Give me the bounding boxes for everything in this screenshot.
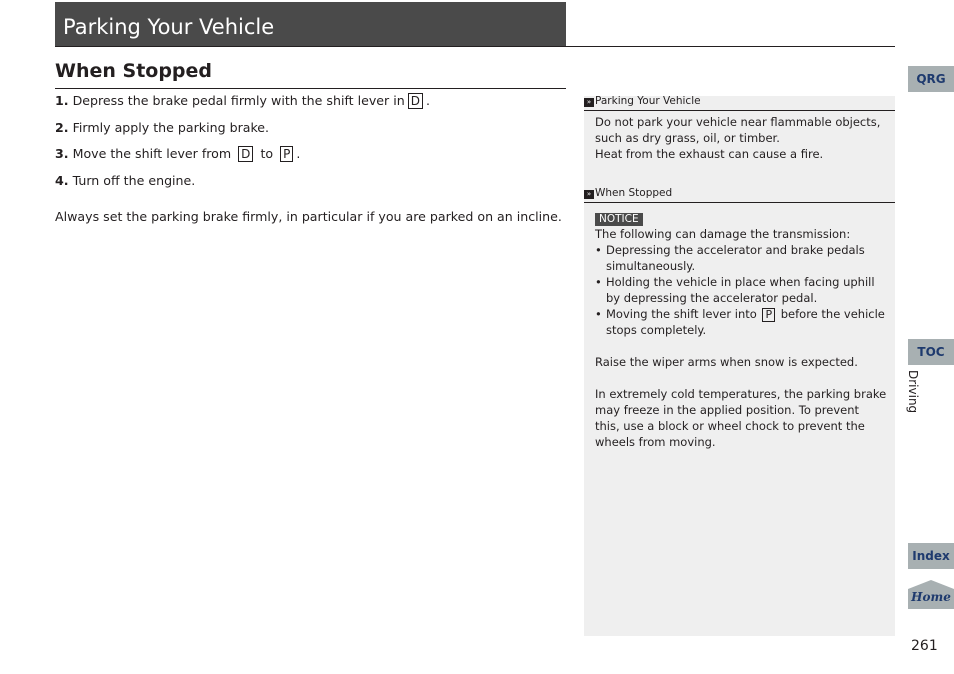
notice-bullet — [595, 306, 887, 338]
index-tab[interactable]: Index — [908, 543, 954, 569]
cold-weather-note: In extremely cold temperatures, the parking brake may freeze in the applied position. To prevent this, use a block or wheel chock to prevent the wheels from moving. — [595, 387, 887, 449]
step-punct: . — [425, 93, 430, 108]
notice-bullet: • Holding the vehicle in place when facing uphill by depressing the accelerator pedal. — [595, 274, 887, 306]
wiper-note: Raise the wiper arms when snow is expected. — [595, 355, 858, 369]
shift-key-p: P — [762, 308, 775, 322]
sidebar-divider — [584, 110, 895, 111]
sidebar-divider — [584, 202, 895, 203]
page-number: 261 — [911, 638, 938, 654]
qrg-tab[interactable]: QRG — [908, 66, 954, 92]
step-3 — [55, 145, 570, 172]
step-4 — [55, 172, 570, 199]
parking-brake-note: Always set the parking brake firmly, in particular if you are parked on an incline. — [55, 209, 562, 224]
step-text: Firmly apply the parking brake. — [72, 119, 270, 135]
notice-bullet: • Depressing the accelerator and brake pedals simultaneously. — [595, 242, 887, 274]
step-text: Turn off the engine. — [72, 172, 196, 188]
steps-list — [55, 92, 570, 198]
step-text: Depress the brake pedal firmly with the shift lever in — [72, 93, 405, 108]
bullet-text: Moving the shift lever into — [606, 307, 757, 321]
step-text: Move the shift lever from — [72, 146, 232, 162]
sidebar-line: Do not park your vehicle near flammable objects, — [595, 115, 881, 129]
sidebar-line: Heat from the exhaust can cause a fire. — [595, 147, 824, 161]
section-divider — [55, 88, 566, 89]
sidebar-notes — [584, 96, 895, 636]
shift-key-p: P — [280, 146, 293, 162]
step-text: to — [260, 146, 274, 162]
bullet-text: before the vehicle stops completely. — [606, 307, 885, 337]
home-icon — [908, 579, 954, 609]
title-divider — [55, 46, 895, 47]
step-punct: . — [296, 146, 301, 162]
sidebar-ref-when-stopped[interactable] — [584, 187, 895, 199]
sidebar-notice-block — [595, 210, 887, 450]
step-number: 3. — [55, 146, 69, 162]
page-title-bar — [55, 2, 566, 46]
step-number: 4. — [55, 172, 69, 188]
sidebar-ref-label: When Stopped — [595, 187, 673, 199]
page-title: Parking Your Vehicle — [63, 15, 275, 39]
notice-intro: The following can damage the transmission: — [595, 227, 851, 241]
chapter-label: Driving — [906, 370, 920, 414]
home-button[interactable] — [908, 579, 954, 609]
sidebar-ref1-text — [595, 114, 887, 162]
home-label: Home — [911, 590, 951, 604]
section-heading: When Stopped — [55, 60, 213, 82]
step-1 — [55, 92, 570, 119]
sidebar-ref-label: Parking Your Vehicle — [595, 95, 701, 107]
toc-tab[interactable]: TOC — [908, 339, 954, 365]
step-number: 1. — [55, 93, 69, 108]
sidebar-ref-parking[interactable] — [584, 95, 895, 107]
step-number: 2. — [55, 119, 69, 135]
double-chevron-icon: » — [584, 190, 594, 199]
shift-key-d: D — [408, 93, 423, 109]
step-2 — [55, 119, 570, 146]
double-chevron-icon: » — [584, 98, 594, 107]
notice-badge: NOTICE — [595, 213, 643, 226]
sidebar-line: such as dry grass, oil, or timber. — [595, 131, 780, 145]
shift-key-d: D — [238, 146, 253, 162]
